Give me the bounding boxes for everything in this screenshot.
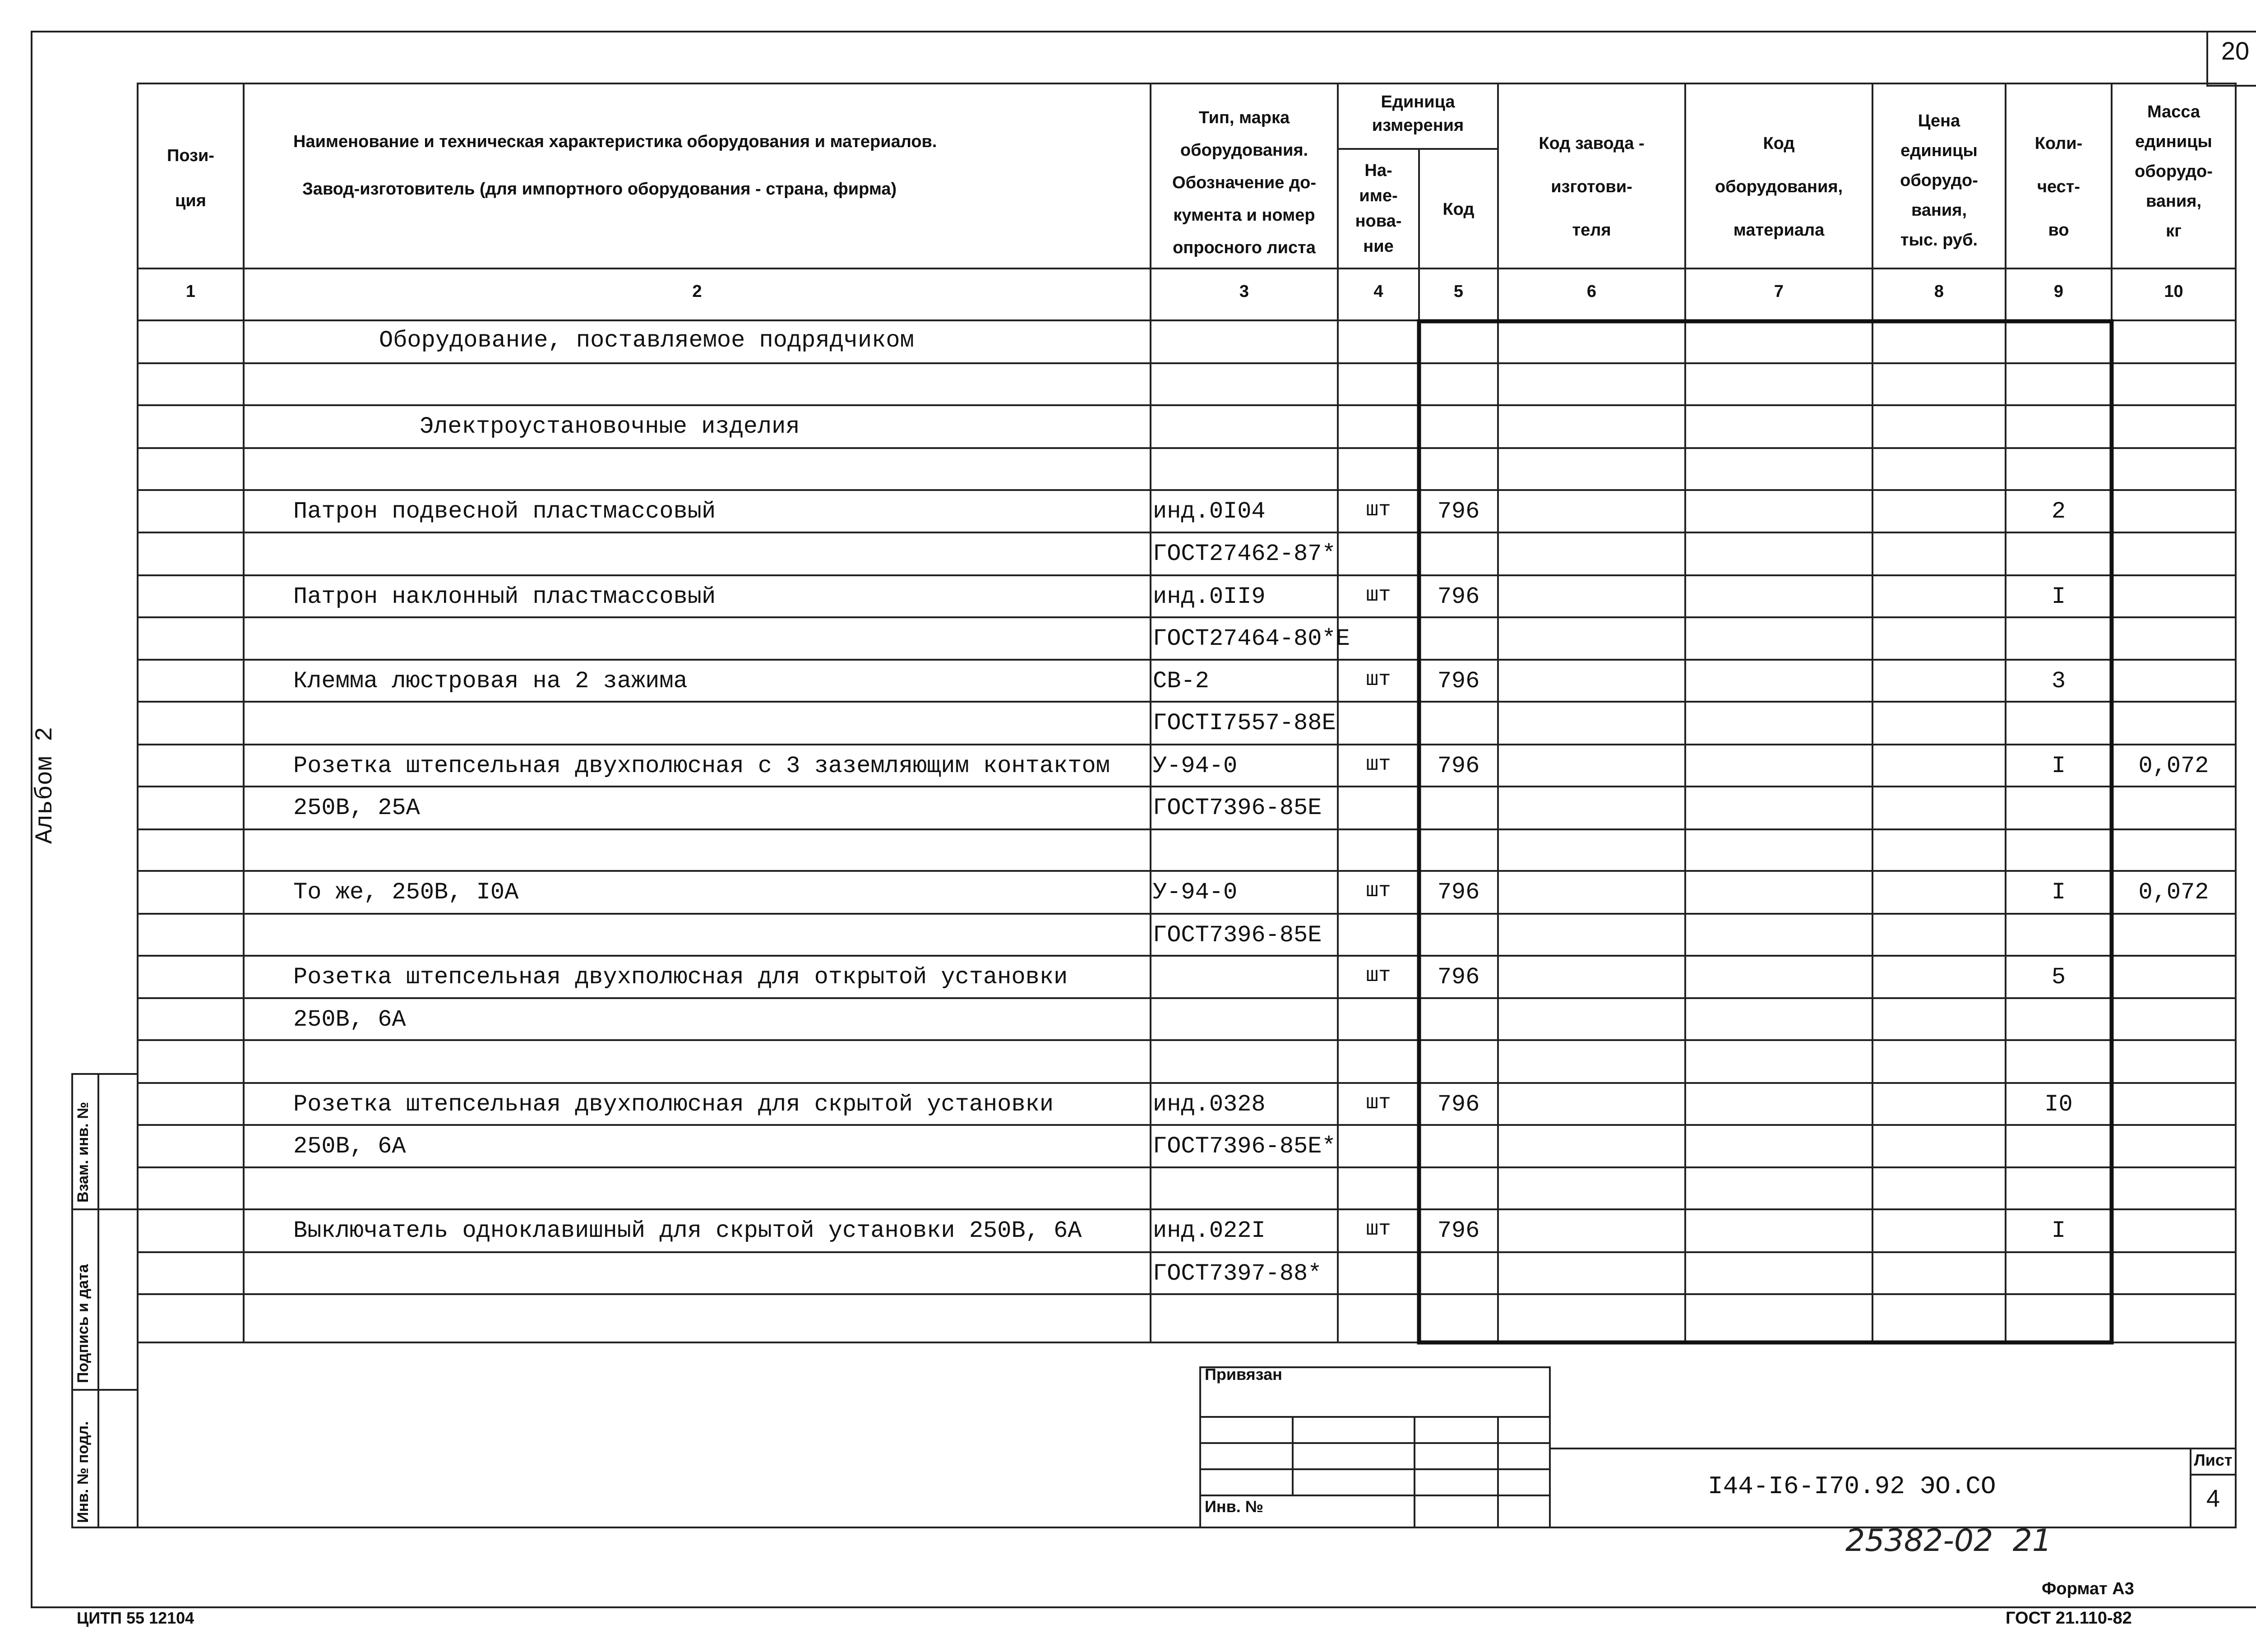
table-cell-name: Розетка штепсельная двухполюсная для скрытой установки [293, 1091, 1054, 1118]
header-position: Пози- ция [167, 146, 214, 210]
side-inv-podl: Инв. № подл. [74, 1421, 92, 1523]
table-cell-code: 796 [1437, 879, 1480, 906]
album-label: Альбом 2 [32, 727, 59, 844]
stamp-privyazan: Привязан [1205, 1365, 1282, 1384]
col-number: 1 [185, 282, 196, 301]
header-name-line2: Завод-изготовитель (для импортного оборудования - страна, фирма) [302, 180, 897, 199]
table-cell-unit: шт [1366, 1091, 1391, 1115]
col-number: 6 [1586, 282, 1597, 301]
col-number: 5 [1453, 282, 1464, 301]
header-name-line1: Наименование и техническая характеристика оборудования и материалов. [293, 132, 937, 151]
table-cell-unit: шт [1366, 753, 1391, 776]
table-cell-type: У-94-0 [1153, 753, 1238, 779]
table-cell-code: 796 [1437, 753, 1480, 779]
table-cell-type: инд.0II9 [1153, 583, 1266, 610]
table-cell-type: инд.022I [1153, 1217, 1266, 1244]
table-cell-type: инд.0328 [1153, 1091, 1266, 1118]
table-cell-name: Розетка штепсельная двухполюсная для открытой установки [293, 964, 1068, 990]
handwritten-number: 25382-02 21 [1845, 1523, 2052, 1559]
table-cell-code: 796 [1437, 964, 1480, 990]
table-cell-qty: 2 [2051, 498, 2066, 525]
table-cell-type: СВ-2 [1153, 668, 1209, 694]
side-vzam-inv: Взам. инв. № [74, 1101, 92, 1203]
header-unit-code: Код [1442, 200, 1475, 219]
table-cell-name: Электроустановочные изделия [420, 413, 800, 440]
table-cell-unit: шт [1366, 879, 1391, 902]
header-price: Цена единицы оборудо- вания, тыс. руб. [1900, 111, 1978, 250]
table-cell-qty: I [2051, 1217, 2066, 1244]
table-cell-name: Розетка штепсельная двухполюсная с 3 заземляющим контактом [293, 753, 1110, 779]
col-number: 9 [2053, 282, 2064, 301]
table-cell-mass: 0,072 [2138, 753, 2209, 779]
table-cell-qty: I [2051, 753, 2066, 779]
col-number: 3 [1239, 282, 1249, 301]
header-factory-code: Код завода - изготови- теля [1539, 134, 1645, 240]
page-number: 20 [2221, 37, 2250, 65]
table-cell-name: Оборудование, поставляемое подрядчиком [379, 327, 914, 354]
side-podpis-data: Подпись и дата [74, 1264, 92, 1383]
table-cell-name: Клемма люстровая на 2 зажима [293, 668, 688, 694]
header-equipment-code: Код оборудования, материала [1715, 134, 1843, 240]
header-unit-name: На- име- нова- ние [1355, 161, 1402, 256]
table-cell-name: Патрон наклонный пластмассовый [293, 583, 716, 610]
table-cell-qty: I [2051, 583, 2066, 610]
table-cell-unit: шт [1366, 1217, 1391, 1241]
table-cell-type: ГОСТ27464-80*Е [1153, 625, 1350, 652]
table-cell-type: ГОСТ7397-88* [1153, 1260, 1322, 1287]
table-cell-code: 796 [1437, 1217, 1480, 1244]
table-cell-name: 250В, 6А [293, 1006, 406, 1033]
table-cell-type: ГОСТI7557-88Е [1153, 710, 1336, 736]
table-cell-qty: I [2051, 879, 2066, 906]
table-cell-unit: шт [1366, 583, 1391, 607]
table-cell-type: ГОСТ27462-87* [1153, 541, 1336, 567]
footer-gost: ГОСТ 21.110-82 [2006, 1609, 2132, 1628]
table-cell-unit: шт [1366, 498, 1391, 522]
table-cell-type: ГОСТ7396-85Е [1153, 795, 1322, 821]
table-cell-qty: 5 [2051, 964, 2066, 990]
table-cell-name: Патрон подвесной пластмассовый [293, 498, 716, 525]
table-cell-unit: шт [1366, 668, 1391, 691]
table-cell-name: Выключатель одноклавишный для скрытой установки 250В, 6А [293, 1217, 1082, 1244]
header-unit-group: Единица измерения [1372, 93, 1464, 135]
table-cell-mass: 0,072 [2138, 879, 2209, 906]
table-cell-type: ГОСТ7396-85Е [1153, 922, 1322, 949]
col-number: 8 [1934, 282, 1944, 301]
footer-left: ЦИТП 55 12104 [77, 1609, 194, 1627]
table-cell-code: 796 [1437, 583, 1480, 610]
col-number: 4 [1373, 282, 1383, 301]
col-number: 2 [692, 282, 702, 301]
table-cell-type: У-94-0 [1153, 879, 1238, 906]
table-cell-name: То же, 250В, I0А [293, 879, 519, 906]
header-quantity: Коли- чест- во [2034, 134, 2083, 240]
document-code: I44-I6-I70.92 ЭО.СО [1708, 1472, 1996, 1501]
col-number: 7 [1774, 282, 1784, 301]
col-number: 10 [2164, 282, 2183, 301]
table-cell-qty: 3 [2051, 668, 2066, 694]
sheet-number: 4 [2206, 1485, 2220, 1512]
table-cell-type: инд.0I04 [1153, 498, 1266, 525]
table-cell-qty: I0 [2044, 1091, 2073, 1118]
table-cell-code: 796 [1437, 498, 1480, 525]
table-cell-name: 250В, 25А [293, 795, 420, 821]
table-cell-code: 796 [1437, 668, 1480, 694]
header-type: Тип, марка оборудования. Обозначение до- кумента и номер опросного листа [1172, 108, 1316, 257]
table-cell-type: ГОСТ7396-85Е* [1153, 1133, 1336, 1160]
stamp-inv-no: Инв. № [1205, 1497, 1263, 1516]
table-cell-unit: шт [1366, 964, 1391, 987]
table-cell-name: 250В, 6А [293, 1133, 406, 1160]
header-mass: Масса единицы оборудо- вания, кг [2135, 102, 2213, 241]
footer-format: Формат А3 [2042, 1579, 2134, 1598]
table-cell-code: 796 [1437, 1091, 1480, 1118]
sheet-label: Лист [2194, 1451, 2233, 1469]
